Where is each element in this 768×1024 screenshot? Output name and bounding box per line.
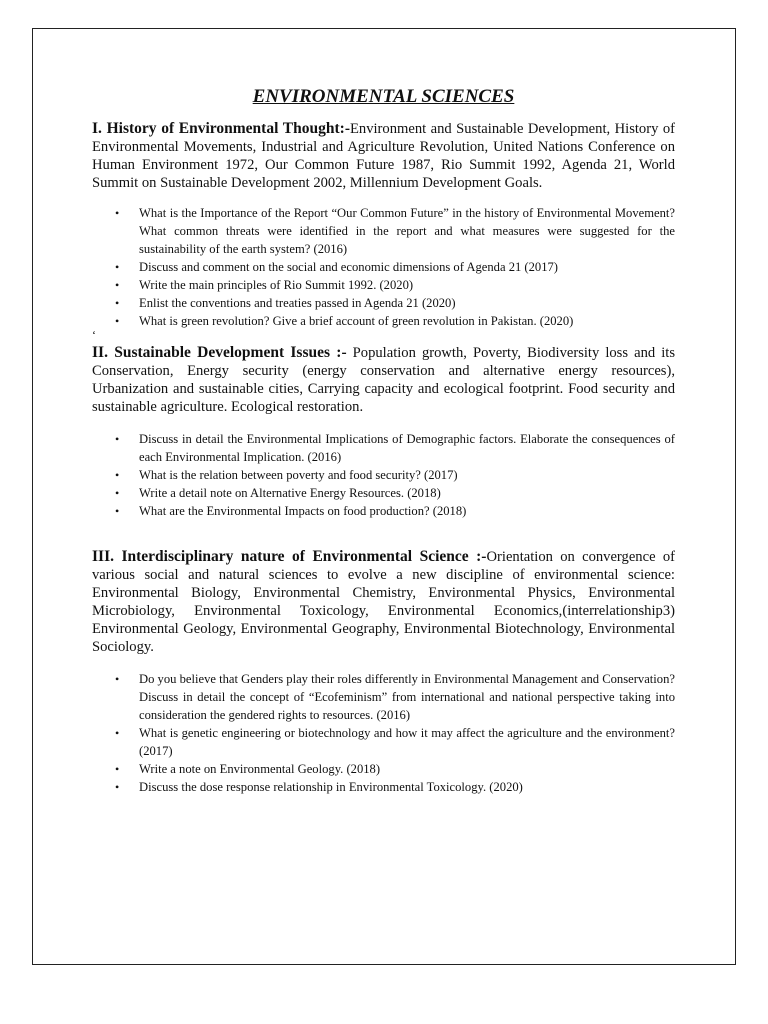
question-item: • Write a detail note on Alternative Energy Resources. (2018) — [139, 484, 675, 502]
section-1-heading: I. History of Environmental Thought:- — [92, 120, 350, 137]
section-1-text: Environment and Sustainable Development, History of Environmental Movements, Industrial and Agriculture Revolution, United Nations Conference on Human Environment 1972, Our Common Future 1987, Rio Summit 1992, Agenda 21, World Summit on Sustainable Development 2002, Millennium Development Goals. — [92, 121, 675, 191]
question-item: • Enlist the conventions and treaties passed in Agenda 21 (2020) — [139, 294, 675, 312]
question-item: • Discuss the dose response relationship in Environmental Toxicology. (2020) — [139, 778, 675, 796]
section-1-questions — [92, 204, 675, 330]
section-3-intro — [92, 548, 675, 656]
question-item: • Write a note on Environmental Geology. (2018) — [139, 760, 675, 778]
section-2-intro — [92, 344, 675, 416]
question-item: • What is the Importance of the Report “Our Common Future” in the history of Environmental Movement? What common threats were identified in the report and what measures were suggested for the sustainability of the earth system? (2016) — [139, 204, 675, 258]
section-2-text: Population growth, Poverty, Biodiversity loss and its Conservation, Energy security (energy conservation and alternative energy resources), Urbanization and sustainable cities, Carrying capacity and ecological footprint. Food security and sustainable agriculture. Ecological restoration. — [92, 345, 675, 415]
section-3-questions — [92, 670, 675, 796]
question-item: • What is green revolution? Give a brief account of green revolution in Pakistan. (2020) — [139, 312, 675, 330]
section-2-questions — [92, 430, 675, 520]
question-item: • Do you believe that Genders play their roles differently in Environmental Management and Conservation? Discuss in detail the concept of “Ecofeminism” from international and national perspective taking into consideration the gendered rights to resources. (2016) — [139, 670, 675, 724]
question-item: • Write the main principles of Rio Summit 1992. (2020) — [139, 276, 675, 294]
section-3-heading: III. Interdisciplinary nature of Environmental Science :- — [92, 548, 487, 565]
question-item: • What is the relation between poverty and food security? (2017) — [139, 466, 675, 484]
section-2-heading: II. Sustainable Development Issues :- — [92, 344, 347, 361]
stray-mark: ʻ — [92, 328, 96, 342]
question-item: • What is genetic engineering or biotechnology and how it may affect the agriculture and the environment? (2017) — [139, 724, 675, 760]
question-item: • What are the Environmental Impacts on food production? (2018) — [139, 502, 675, 520]
question-item: • Discuss in detail the Environmental Implications of Demographic factors. Elaborate the consequences of each Environmental Implication. (2016) — [139, 430, 675, 466]
question-item: • Discuss and comment on the social and economic dimensions of Agenda 21 (2017) — [139, 258, 675, 276]
section-3-text: Orientation on convergence of various social and natural sciences to evolve a new discipline of environmental science: Environmental Biology, Environmental Chemistry, Environmental Physics, Environmental Microbiology, Environmental Toxicology, Environmental Economics,(interrelationship3) Environmental Geology, Environmental Geography, Environmental Biotechnology, Environmental Sociology. — [92, 549, 675, 655]
document-title: ENVIRONMENTAL SCIENCES — [252, 86, 515, 107]
section-1-intro — [92, 120, 675, 192]
document-body — [92, 86, 675, 796]
